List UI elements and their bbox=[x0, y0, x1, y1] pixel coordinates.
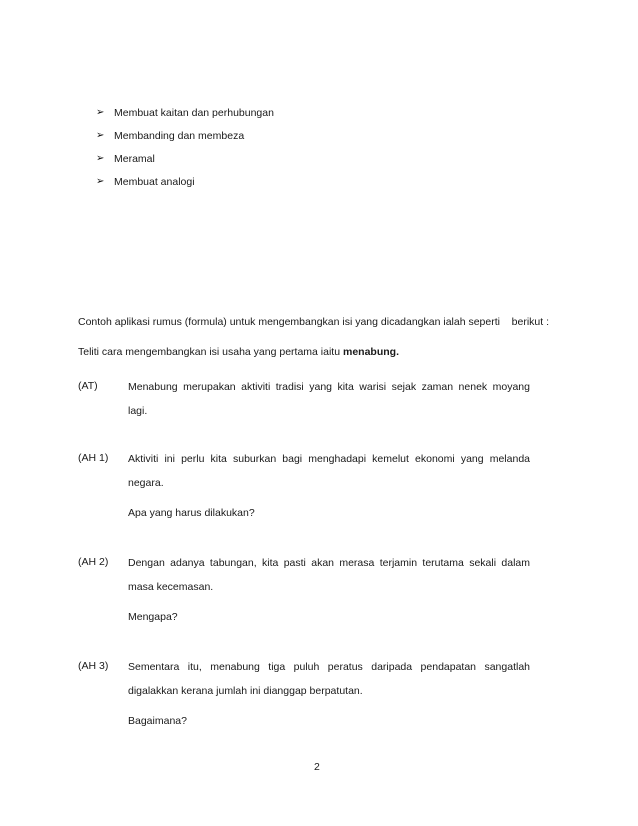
bullet-text: Membuat analogi bbox=[114, 176, 195, 188]
entry-body bbox=[128, 380, 530, 428]
entry-tag: (AH 1) bbox=[78, 452, 109, 464]
entry-line: lagi. bbox=[128, 405, 148, 417]
study-line-keyword: menabung. bbox=[342, 346, 399, 358]
bullet-list bbox=[96, 106, 274, 198]
entry-line: Dengan adanya tabungan, kita pasti akan merasa terjamin terutama sekali dalam bbox=[128, 557, 530, 569]
bullet-item bbox=[96, 175, 274, 198]
arrow-bullet-icon: ➢ bbox=[96, 176, 105, 187]
study-line bbox=[78, 346, 399, 358]
arrow-bullet-icon: ➢ bbox=[96, 153, 105, 164]
entry-question: Bagaimana? bbox=[128, 715, 187, 727]
entry-line: Sementara itu, menabung tiga puluh peratus daripada pendapatan sangatlah bbox=[128, 661, 530, 673]
entry-body bbox=[128, 556, 530, 634]
entry-line: masa kecemasan. bbox=[128, 581, 214, 593]
entry-line: Menabung merupakan aktiviti tradisi yang kita warisi sejak zaman nenek moyang bbox=[128, 381, 530, 393]
bullet-item bbox=[96, 106, 274, 129]
entry-tag: (AT) bbox=[78, 380, 98, 392]
entry-tag: (AH 2) bbox=[78, 556, 109, 568]
bullet-text: Meramal bbox=[114, 153, 155, 165]
study-line-text: Teliti cara mengembangkan isi usaha yang pertama iaitu bbox=[78, 346, 343, 358]
entry-tag: (AH 3) bbox=[78, 660, 109, 672]
bullet-item bbox=[96, 152, 274, 175]
entry-body bbox=[128, 452, 530, 530]
entry-question: Apa yang harus dilakukan? bbox=[128, 507, 255, 519]
bullet-text: Membanding dan membeza bbox=[114, 130, 245, 142]
bullet-item bbox=[96, 129, 274, 152]
entry-line: negara. bbox=[128, 477, 164, 489]
intro-paragraph: Contoh aplikasi rumus (formula) untuk mengembangkan isi yang dicadangkan ialah seperti berikut : bbox=[78, 316, 550, 328]
entry-body bbox=[128, 660, 530, 738]
arrow-bullet-icon: ➢ bbox=[96, 130, 105, 141]
arrow-bullet-icon: ➢ bbox=[96, 107, 105, 118]
bullet-text: Membuat kaitan dan perhubungan bbox=[114, 107, 274, 119]
page-number: 2 bbox=[314, 761, 320, 773]
entry-line: digalakkan kerana jumlah ini dianggap berpatutan. bbox=[128, 685, 363, 697]
entry-line: Aktiviti ini perlu kita suburkan bagi menghadapi kemelut ekonomi yang melanda bbox=[128, 453, 530, 465]
entry-question: Mengapa? bbox=[128, 611, 178, 623]
